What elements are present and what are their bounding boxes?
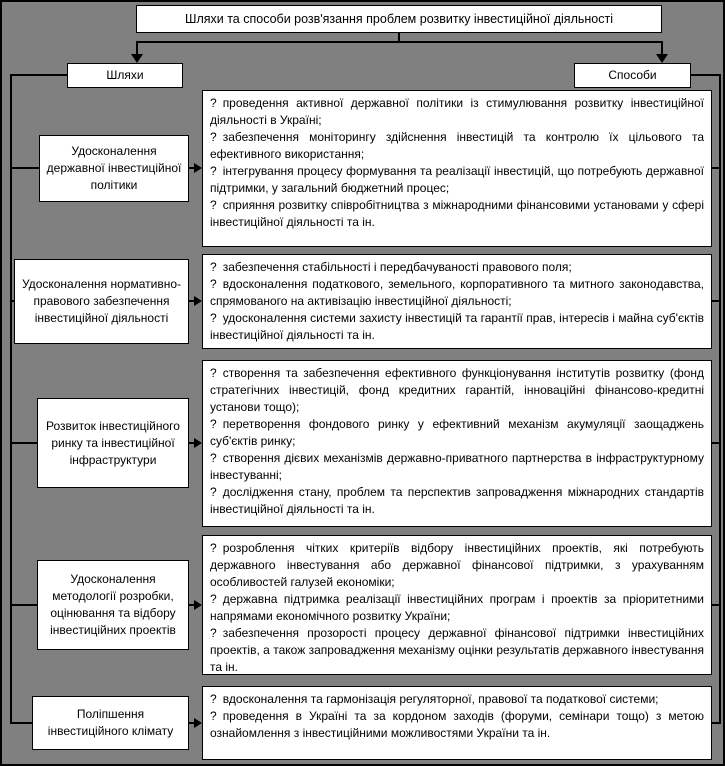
- bullet-glyph: ?: [210, 96, 217, 110]
- title-box: [136, 5, 662, 33]
- means-item-text: вдосконалення та гармонізація регуляторної, правової та податкової системи;: [222, 692, 659, 706]
- means-box-3: [202, 360, 712, 527]
- arrow-right-icon: [194, 163, 202, 173]
- means-item-text: забезпечення прозорості процесу державної фінансової підтримки інвестиційних проектів, а також запровадження механізму оцінки результатів державного інвестування та ін.: [210, 626, 704, 674]
- way-label: Поліпшення інвестиційного клімату: [47, 707, 174, 738]
- bullet-glyph: ?: [210, 592, 217, 606]
- arrow-right-icon: [194, 600, 202, 610]
- bullet-glyph: ?: [210, 485, 217, 499]
- means-item: [210, 197, 704, 231]
- way-box-5: [32, 696, 189, 750]
- row3-left-stub: [12, 442, 37, 444]
- bullet-glyph: ?: [210, 277, 217, 291]
- means-item: [210, 591, 704, 625]
- ways-label: Шляхи: [106, 68, 144, 82]
- means-item-text: проведення в Україні та за кордоном заходів (форуми, семінари тощо) з метою ознайомлення з інвестиційними можливостями України та ін.: [210, 709, 704, 740]
- ways-label-box: [67, 63, 183, 88]
- means-label-box: [574, 63, 691, 88]
- means-box-2: [202, 254, 712, 349]
- means-item-text: забезпечення моніторингу здійснення інвестицій та контролю їх цільового та ефективного використання;: [210, 130, 704, 161]
- arrow-right-icon: [194, 438, 202, 448]
- means-item: [210, 450, 704, 484]
- bullet-glyph: ?: [210, 541, 217, 555]
- means-label: Способи: [608, 68, 657, 82]
- means-box-4: [202, 535, 712, 675]
- means-item: [210, 365, 704, 416]
- bullet-glyph: ?: [210, 626, 217, 640]
- right-rail-stub: [691, 74, 719, 76]
- means-item-text: проведення активної державної політики із стимулювання розвитку інвестиційної діяльності в Україні;: [210, 96, 704, 127]
- bullet-glyph: ?: [210, 366, 217, 380]
- means-item: [210, 691, 704, 708]
- means-item-text: сприяння розвитку співробітництва з міжнародними фінансовими установами у сфері інвестиційної діяльності та ін.: [210, 198, 704, 229]
- bullet-glyph: ?: [210, 692, 217, 706]
- row5-left-stub: [12, 722, 32, 724]
- left-rail: [10, 74, 12, 724]
- arrow-right-icon: [194, 296, 202, 306]
- means-item-text: удосконалення системи захисту інвестицій та гарантії прав, інтересів і майна суб'єктів інвестиційної діяльності та ін.: [210, 311, 704, 342]
- bullet-glyph: ?: [210, 198, 217, 212]
- means-item-text: вдосконалення податкового, земельного, корпоративного та митного законодавства, спрямованого на активізацію інвестиційної діяльності;: [210, 277, 704, 308]
- row2-right-stub: [712, 300, 719, 302]
- means-item-text: створення та забезпечення ефективного функціонування інститутів розвитку (фонд стратегічних інвестицій, фонд кредитних гарантій, інноваційні фінансово-кредитні установи тощо);: [210, 366, 704, 414]
- way-box-3: [37, 398, 189, 488]
- means-box-1: [202, 90, 712, 247]
- means-item-text: перетворення фондового ринку у ефективний механізм акумуляції заощаджень суб'єктів ринку;: [210, 417, 704, 448]
- way-label: Удосконалення державної інвестиційної політики: [46, 144, 182, 192]
- means-item: [210, 625, 704, 676]
- means-item: [210, 708, 704, 742]
- row4-left-stub: [12, 604, 37, 606]
- arrow-down-icon: [131, 54, 143, 63]
- left-rail-stub: [12, 74, 67, 76]
- row4-right-stub: [712, 604, 719, 606]
- means-box-5: [202, 686, 712, 760]
- means-item-text: розроблення чітких критеріїв відбору інвестиційних проектів, які потребують державного інвестування або державної фінансової підтримки, з урахуванням особливостей галузей економіки;: [210, 541, 704, 589]
- diagram-title: Шляхи та способи розв'язання проблем розвитку інвестиційної діяльності: [184, 11, 613, 26]
- way-box-4: [37, 560, 189, 650]
- means-item: [210, 259, 704, 276]
- means-item: [210, 129, 704, 163]
- row1-right-stub: [712, 167, 719, 169]
- means-item-text: створення дієвих механізмів державно-приватного партнерства в інфраструктурному інвестуванні;: [210, 451, 704, 482]
- bullet-glyph: ?: [210, 260, 217, 274]
- means-item-text: забезпечення стабільності і передбачуваності правового поля;: [222, 260, 572, 274]
- row5-right-stub: [712, 722, 719, 724]
- arrow-down-icon: [656, 54, 668, 63]
- way-label: Розвиток інвестиційного ринку та інвестиційної інфраструктури: [46, 418, 180, 467]
- row1-left-stub: [12, 167, 39, 169]
- means-item: [210, 310, 704, 344]
- bullet-glyph: ?: [210, 451, 217, 465]
- way-label: Удосконалення нормативно-правового забезпечення інвестиційної діяльності: [22, 277, 181, 325]
- bullet-glyph: ?: [210, 311, 217, 325]
- bullet-glyph: ?: [210, 130, 217, 144]
- way-box-1: [39, 135, 189, 202]
- means-item: [210, 95, 704, 129]
- means-item: [210, 276, 704, 310]
- connector-branch-line: [136, 41, 663, 43]
- means-item: [210, 540, 704, 591]
- arrow-right-icon: [194, 718, 202, 728]
- means-item-text: державна підтримка реалізації інвестиційних програм і проектів за пріоритетними напрямами економічного розвитку України;: [210, 592, 704, 623]
- bullet-glyph: ?: [210, 417, 217, 431]
- means-item: [210, 163, 704, 197]
- row3-right-stub: [712, 442, 719, 444]
- means-item: [210, 416, 704, 450]
- way-box-2: [14, 259, 189, 344]
- means-item-text: дослідження стану, проблем та перспектив запровадження міжнародних стандартів інвестиційної діяльності та ін.: [210, 485, 704, 516]
- bullet-glyph: ?: [210, 164, 217, 178]
- right-rail: [719, 74, 721, 724]
- way-label: Удосконалення методології розробки, оцінювання та відбору інвестиційних проектів: [50, 572, 176, 637]
- means-item-text: інтегрування процесу формування та реалізації інвестицій, що потребують державної підтримки, у загальний бюджетний процес;: [210, 164, 704, 195]
- means-item: [210, 484, 704, 518]
- connector-title-stem: [398, 33, 400, 41]
- bullet-glyph: ?: [210, 709, 217, 723]
